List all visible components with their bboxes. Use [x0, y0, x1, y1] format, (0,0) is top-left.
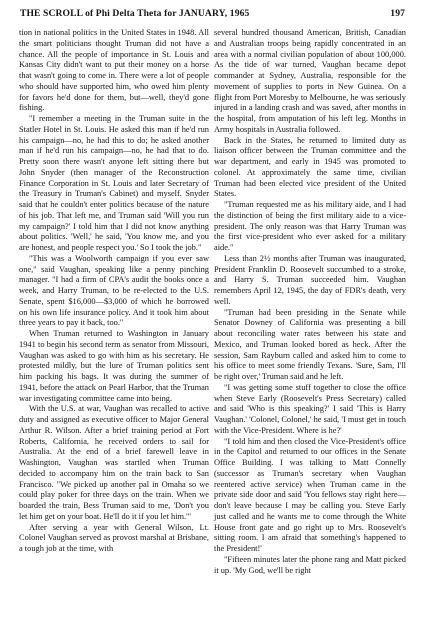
paragraph: "This was a Woolworth campaign if you ever saw one," said Vaughan, speaking like a penny pinching manager. "I had a firm of CPA's audit the books once a week, and Harry Truman, to be re-elected to the U.S. Senate, spent $16,000—$3,000 of which he borrowed on his own life insurance policy. And it took him about three years to pay it back, too."	[19, 253, 209, 328]
right-column	[214, 28, 406, 576]
paragraph: Back in the States, he returned to limited duty as liaison officer between the Truman committee and the war department, and early in 1945 was promoted to colonel. At approximately the same time, civilian Truman had been elected vice president of the United States.	[214, 135, 406, 199]
left-column	[19, 28, 209, 555]
paragraph: Less than 2½ months after Truman was inaugurated, President Franklin D. Roosevelt succumbed to a stroke, and Harry S. Truman succeeded him. Vaughan remembers April 12, 1945, the day of FDR's death, very well.	[214, 253, 406, 306]
paragraph: "Fifteen minutes later the phone rang and Matt picked it up. 'My God, we'll be right	[214, 554, 406, 575]
paragraph: "Truman had been presiding in the Senate while Senator Downey of California was presenting a bill about reconciling water rates between his state and Mexico, and Truman looked bored as heck. After the session, Sam Rayburn called and asked him to come to his office to meet some friendly Texans. 'Sure, Sam, I'll be right over,' Truman said and he left.	[214, 307, 406, 381]
paragraph: With the U.S. at war, Vaughan was recalled to active duty and assigned as executive officer to Major General Arthur R. Wilson. After a brief training period at Fort Roberts, California, he received orders to sail for Australia. At the end of a brief farewell leave in Washington, Vaughan was startled when Truman decided to accompany him on the train back to San Francisco. "We picked up another pal in Omaha so we could play poker for three days on the train. When we boarded the train, Bess Truman said to me, 'Don't you let him get on your boat. He'll do it if you let him.'"	[19, 404, 209, 521]
running-header	[20, 8, 405, 22]
paragraph: After serving a year with General Wilson, Lt. Colonel Vaughan served as provost marshal at Brisbane, a tough job at the time, with	[19, 522, 209, 553]
paragraph: "I remember a meeting in the Truman suite in the Statler Hotel in St. Louis. He asked this man if he'd run his campaign—no, he had this to do; he asked another man if he'd run his campaign—no, he had that to do. Pretty soon there wasn't anyone left sitting there but John Snyder (then manager of the Reconstruction Finance Corporation in St. Louis and later Secretary of the Treasury in Truman's Cabinet) and myself. Snyder said that he couldn't enter politics because of the nature of his job. That left me, and Truman said 'Will you run my campaign?' I told him that I did not know anything about politics. 'Well,' he said, 'You know me, and you are honest, and people respect you.' So I took the job."	[19, 114, 209, 252]
paragraph: tion in national politics in the United States in 1948. All the smart politicians thought Truman did not have a chance. All the people of importance in St. Louis and Kansas City didn't want to put their money on a horse that wasn't going to come in. There were a lot of people who should have supported him, who owed him plenty for favors he'd done for them, but—well, they'd gone fishing.	[19, 28, 209, 113]
paragraph: "Truman requested me as his military aide, and I had the distinction of being the first military aide to a vice-president. The only reason was that Harry Truman was the first vice-president who ever asked for a military aide."	[214, 200, 406, 252]
paragraph: "I told him and then closed the Vice-President's office in the Capitol and returned to our offices in the Senate Office Building. I was talking to Matt Connelly (successor as Truman's secretary when Vaughan reentered active service) when Truman came in the private side door and said 'You fellows stay right here—don't leave because I may be calling you. Steve Early just called and he wants me to come through the White House front gate and go right up to Mrs. Roosevelt's sitting room. I am afraid that something's happened to the President!'	[214, 436, 406, 553]
paragraph: several hundred thousand American, British, Canadian and Australian troops being rapidly concentrated in an area with a normal civilian population of about 100,000. As the tide of war turned, Vaughan became depot commander at Sydney, Australia, responsible for the movement of supplies to ports in New Guinea. On a flight from Port Moresby to Melbourne, he was seriously injured in a landing crash and was saved, after months in the hospital, from amputation of his left leg. Months in Army hospitals in Australia followed.	[214, 28, 406, 134]
paragraph: "I was getting some stuff together to close the office when Steve Early (Roosevelt's Press Secretary) called and said 'Who is this speaking?' I said 'This is Harry Vaughan.' 'Colonel, Colonel,' he said, 'I must get in touch with the Vice-President. Where is he?'	[214, 382, 406, 435]
page-number: 197	[390, 8, 405, 19]
paragraph: When Truman returned to Washington in January 1941 to begin his second term as senator from Missouri, Vaughan was asked to go with him as his secretary. He protested mildly, but the lure of Truman politics sent him packing his bags. It was during the summer of 1941, before the attack on Pearl Harbor, that the Truman war investigating committee came into being.	[19, 329, 209, 403]
header-title: THE SCROLL of Phi Delta Theta for JANUARY, 1965	[20, 8, 250, 19]
